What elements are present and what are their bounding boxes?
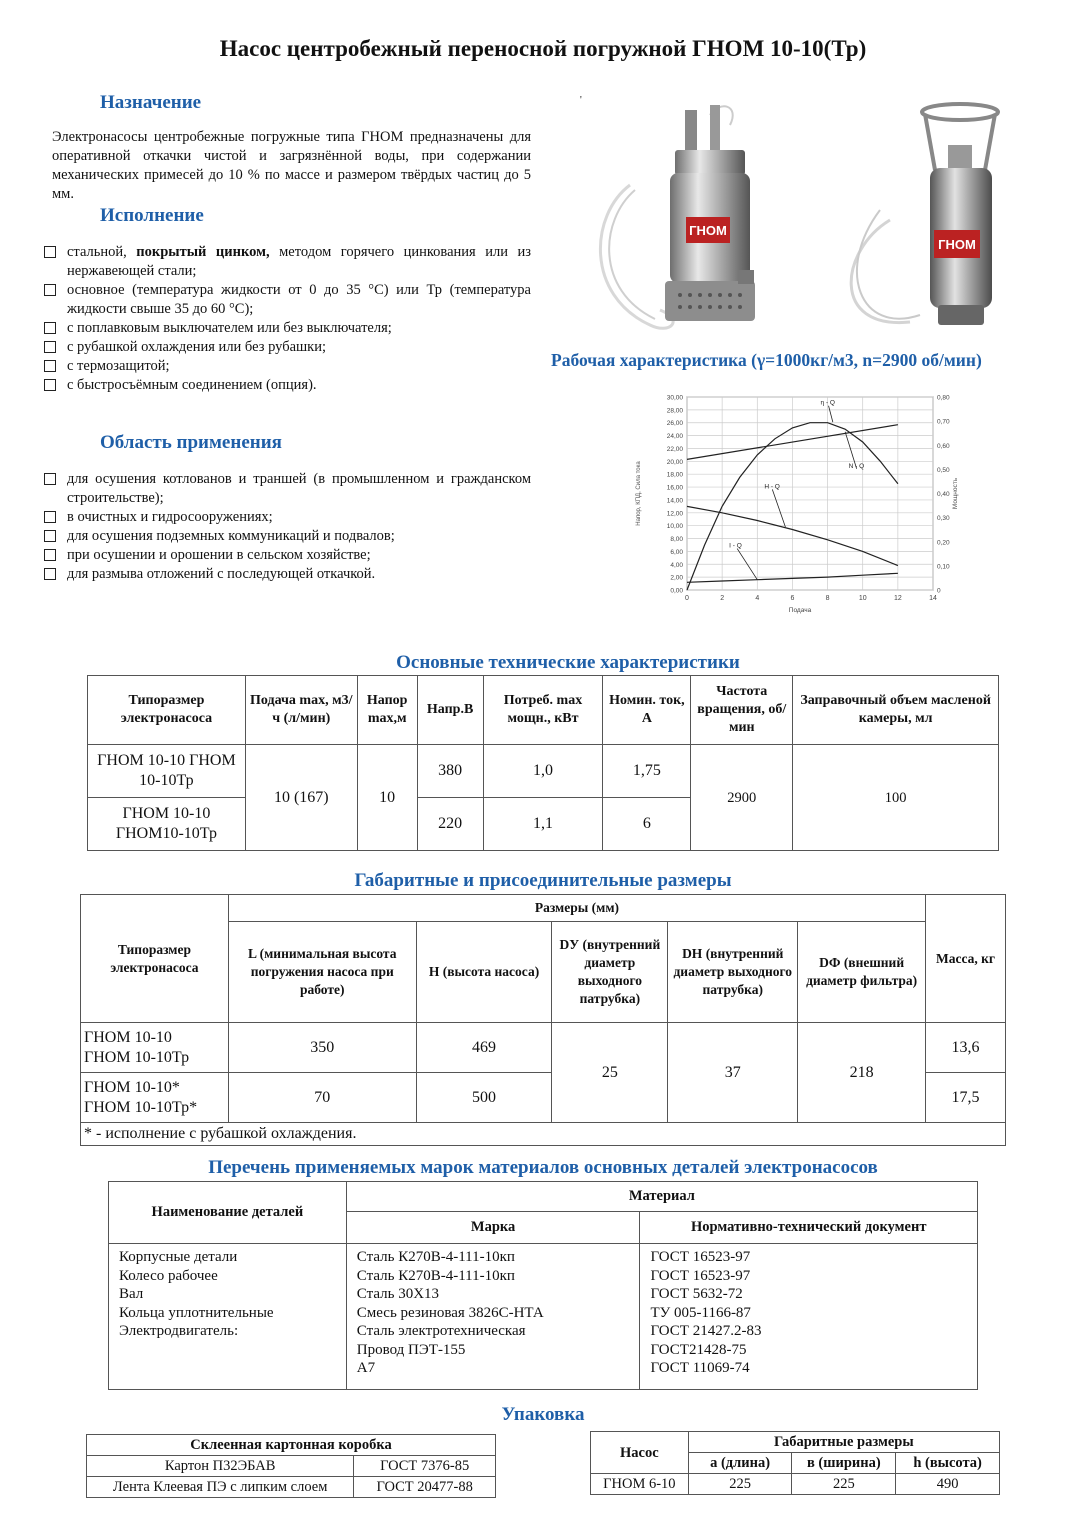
col-header: Масса, кг — [926, 895, 1006, 1023]
list-item: с быстросъёмным соединением (опция). — [40, 376, 531, 395]
col-header: Материал — [346, 1182, 977, 1212]
curve-label: H - Q — [764, 483, 780, 491]
y-tick-label: 22,00 — [666, 445, 683, 453]
x-tick-label: 2 — [720, 595, 725, 602]
col-header: в (ширина) — [792, 1453, 896, 1474]
checkbox-icon — [44, 549, 56, 561]
y2-tick-label: 0,40 — [937, 491, 950, 498]
x-tick-label: 6 — [790, 595, 795, 602]
cell-mass: 17,5 — [926, 1073, 1006, 1123]
x-tick-label: 4 — [755, 595, 760, 602]
col-header: Частота вращения, об/мин — [691, 676, 793, 745]
y-tick-label: 12,00 — [666, 510, 683, 518]
checkbox-icon — [44, 322, 56, 334]
cell-docs: ГОСТ 16523-97 ГОСТ 16523-97 ГОСТ 5632-72 ТУ 005-1166-87 ГОСТ 21427.2-83 ГОСТ21428-75 ГОСТ 11069-74 — [640, 1244, 978, 1390]
cell-L: 350 — [228, 1023, 416, 1073]
y2-tick-label: 0,70 — [937, 418, 950, 426]
cell-current: 1,75 — [603, 745, 691, 798]
y-tick-label: 16,00 — [666, 484, 683, 492]
cell-current: 6 — [603, 798, 691, 851]
pump-logo: ГНОМ — [938, 237, 976, 252]
table-header-row — [88, 676, 999, 745]
footnote: * - исполнение с рубашкой охлаждения. — [81, 1123, 1006, 1146]
y-tick-label: 2,00 — [670, 574, 683, 582]
curve-label: N - Q — [848, 462, 865, 470]
curve-label: η - Q — [820, 399, 835, 407]
list-item: с термозащитой; — [40, 357, 531, 376]
performance-chart — [630, 385, 960, 620]
cell-b: 225 — [792, 1474, 896, 1495]
table-row — [81, 1123, 1006, 1146]
pump-logo: ГНОМ — [689, 223, 727, 238]
y2-tick-label: 0,80 — [937, 394, 950, 402]
cell-DF: 218 — [798, 1023, 926, 1123]
cell-rpm: 2900 — [691, 745, 793, 851]
col-header: Наименование деталей — [109, 1182, 347, 1244]
pump-photo-2 — [830, 100, 1030, 340]
box-table — [86, 1434, 496, 1498]
x-tick-label: 8 — [825, 595, 830, 602]
col-header: Напр.В — [417, 676, 483, 745]
cell-model: ГНОМ 6-10 — [591, 1474, 689, 1495]
checkbox-icon — [44, 246, 56, 258]
dims-table — [80, 894, 1006, 1146]
y-tick-label: 24,00 — [666, 433, 683, 441]
section-heading-packing: Упаковка — [501, 1404, 585, 1425]
list-item: с рубашкой охлаждения или без рубашки; — [40, 338, 531, 357]
cell-voltage: 380 — [417, 745, 483, 798]
naznachenie-text: Электронасосы центробежные погружные типа ГНОМ предназначены для оперативной откачки чистой и загрязнённой воды, при содержании механических примесей до 10 % по массе и размером твёрдых частиц до 5 мм. — [52, 129, 531, 202]
col-header: Марка — [346, 1212, 640, 1244]
col-header: Типоразмер электронасоса — [88, 676, 246, 745]
y-tick-label: 8,00 — [670, 536, 683, 544]
checkbox-icon — [44, 360, 56, 372]
stray-mark: ' — [580, 95, 582, 106]
section-heading-oblast: Область применения — [100, 432, 282, 453]
col-header: Размеры (мм) — [228, 895, 925, 922]
col-header: Напор max,м — [357, 676, 417, 745]
table-header-row — [81, 895, 1006, 922]
materials-table — [108, 1181, 978, 1390]
cell-model: ГНОМ 10-10 ГНОМ10-10Тр — [88, 798, 246, 851]
y2-tick-label: 0,50 — [937, 466, 950, 474]
cell-voltage: 220 — [417, 798, 483, 851]
checkbox-icon — [44, 530, 56, 542]
y2-tick-label: 0 — [937, 587, 941, 595]
y-tick-label: 0,00 — [670, 587, 683, 595]
cell-oil: 100 — [793, 745, 999, 851]
col-header: Габаритные размеры — [688, 1432, 999, 1453]
pump-dims-table — [590, 1431, 1000, 1495]
list-item: с поплавковым выключателем или без выключателя; — [40, 319, 531, 338]
checkbox-icon — [44, 568, 56, 580]
cell-L: 70 — [228, 1073, 416, 1123]
cell-doc: ГОСТ 20477-88 — [354, 1477, 496, 1498]
list-item: в очистных и гидросооружениях; — [40, 508, 531, 527]
col-header: а (длина) — [688, 1453, 792, 1474]
checkbox-icon — [44, 511, 56, 523]
cell-name: Лента Клеевая ПЭ с липким слоем — [87, 1477, 354, 1498]
section-heading-tech: Основные технические характеристики — [396, 652, 740, 673]
table-header-row — [87, 1435, 496, 1456]
ispolnenie-list — [40, 243, 531, 395]
curve-label: I - Q — [729, 542, 742, 550]
y-tick-label: 18,00 — [666, 471, 683, 479]
cell-model: ГНОМ 10-10 ГНОМ 10-10Тр — [81, 1023, 229, 1073]
x-axis-label: Подача — [788, 607, 812, 614]
y-tick-label: 30,00 — [666, 394, 683, 402]
list-item: для осушения котлованов и траншей (в промышленном и гражданском строительстве); — [40, 470, 531, 508]
y2-tick-label: 0,10 — [937, 563, 950, 571]
list-item: при осушении и орошении в сельском хозяйстве; — [40, 546, 531, 565]
col-header: Подача max, м3/ч (л/мин) — [245, 676, 357, 745]
col-header: L (минимальная высота погружения насоса при работе) — [228, 922, 416, 1023]
col-header: Насос — [591, 1432, 689, 1474]
table-row — [591, 1474, 1000, 1495]
section-heading-dims: Габаритные и присоединительные размеры — [354, 870, 732, 891]
col-header: DН (внутренний диаметр выходного патрубка) — [668, 922, 798, 1023]
cell-DY: 25 — [552, 1023, 668, 1123]
cell-head: 10 — [357, 745, 417, 851]
section-heading-naznachenie: Назначение — [100, 92, 202, 113]
cell-grades: Сталь К270В-4-111-10кп Сталь К270В-4-111-10кп Сталь 30Х13 Смесь резиновая 3826С-НТА Сталь электротехническая Провод ПЭТ-155 А7 — [346, 1244, 640, 1390]
pump-photo-1 — [590, 95, 790, 345]
col-header: Потреб. max мощн., кВт — [483, 676, 603, 745]
x-tick-label: 14 — [929, 595, 937, 602]
cell-parts: Корпусные детали Колесо рабочее Вал Кольца уплотнительные Электродвигатель: — [109, 1244, 347, 1390]
table-header-row — [591, 1432, 1000, 1453]
cell-doc: ГОСТ 7376-85 — [354, 1456, 496, 1477]
col-header: DФ (внешний диаметр фильтра) — [798, 922, 926, 1023]
checkbox-icon — [44, 341, 56, 353]
cell-flow: 10 (167) — [245, 745, 357, 851]
col-header: Склеенная картонная коробка — [87, 1435, 496, 1456]
table-row — [109, 1244, 978, 1390]
x-tick-label: 0 — [685, 595, 689, 602]
list-item: основное (температура жидкости от 0 до 35 °С) или Тр (температура жидкости свыше 35 до 60 °С); — [40, 281, 531, 319]
table-row — [88, 745, 999, 798]
tech-table — [87, 675, 999, 851]
list-item: для осушения подземных коммуникаций и подвалов; — [40, 527, 531, 546]
y-axis-label: Напор, КПД, Сила тока — [636, 461, 642, 526]
col-header: DУ (внутренний диаметр выходного патрубка) — [552, 922, 668, 1023]
checkbox-icon — [44, 284, 56, 296]
plot-area — [687, 397, 933, 590]
table-header-row — [109, 1182, 978, 1212]
y-tick-label: 20,00 — [666, 458, 683, 466]
col-header: Заправочный объем масленой камеры, мл — [793, 676, 999, 745]
col-header: H (высота насоса) — [416, 922, 552, 1023]
oblast-list — [40, 470, 531, 584]
y-tick-label: 10,00 — [666, 523, 683, 531]
x-tick-label: 10 — [858, 595, 867, 602]
y-tick-label: 6,00 — [670, 548, 683, 556]
checkbox-icon — [44, 379, 56, 391]
page-title: Насос центробежный переносной погружной ГНОМ 10-10(Тр) — [219, 36, 867, 61]
cell-name: Картон П32ЭБАВ — [87, 1456, 354, 1477]
cell-DH: 37 — [668, 1023, 798, 1123]
section-heading-ispolnenie: Исполнение — [100, 205, 204, 226]
cell-H: 469 — [416, 1023, 552, 1073]
y2-tick-label: 0,30 — [937, 515, 950, 523]
section-heading-materials: Перечень применяемых марок материалов основных деталей электронасосов — [208, 1157, 878, 1178]
table-row — [81, 1023, 1006, 1073]
y-tick-label: 4,00 — [670, 561, 683, 569]
cell-power: 1,1 — [483, 798, 603, 851]
table-row — [87, 1456, 496, 1477]
cell-power: 1,0 — [483, 745, 603, 798]
cell-model: ГНОМ 10-10* ГНОМ 10-10Тр* — [81, 1073, 229, 1123]
cell-model: ГНОМ 10-10 ГНОМ 10-10Тр — [88, 745, 246, 798]
list-item: для размыва отложений с последующей откачкой. — [40, 565, 531, 584]
y-tick-label: 26,00 — [666, 420, 683, 428]
y2-axis-label: Мощность — [952, 477, 959, 510]
y2-tick-label: 0,20 — [937, 539, 950, 547]
x-tick-label: 12 — [893, 595, 902, 602]
col-header: Номин. ток, А — [603, 676, 691, 745]
checkbox-icon — [44, 473, 56, 485]
cell-mass: 13,6 — [926, 1023, 1006, 1073]
y-tick-label: 14,00 — [666, 497, 683, 505]
col-header: Нормативно-технический документ — [640, 1212, 978, 1244]
list-item: стальной, покрытый цинком, методом горячего цинкования или из нержавеющей стали; — [40, 243, 531, 281]
cell-a: 225 — [688, 1474, 792, 1495]
chart-heading: Рабочая характеристика (γ=1000кг/м3, n=2900 об/мин) — [551, 350, 982, 370]
cell-h: 490 — [896, 1474, 1000, 1495]
table-row — [87, 1477, 496, 1498]
y-tick-label: 28,00 — [666, 407, 683, 415]
cell-H: 500 — [416, 1073, 552, 1123]
col-header: h (высота) — [896, 1453, 1000, 1474]
y2-tick-label: 0,60 — [937, 442, 950, 450]
col-header: Типоразмер электронасоса — [81, 895, 229, 1023]
